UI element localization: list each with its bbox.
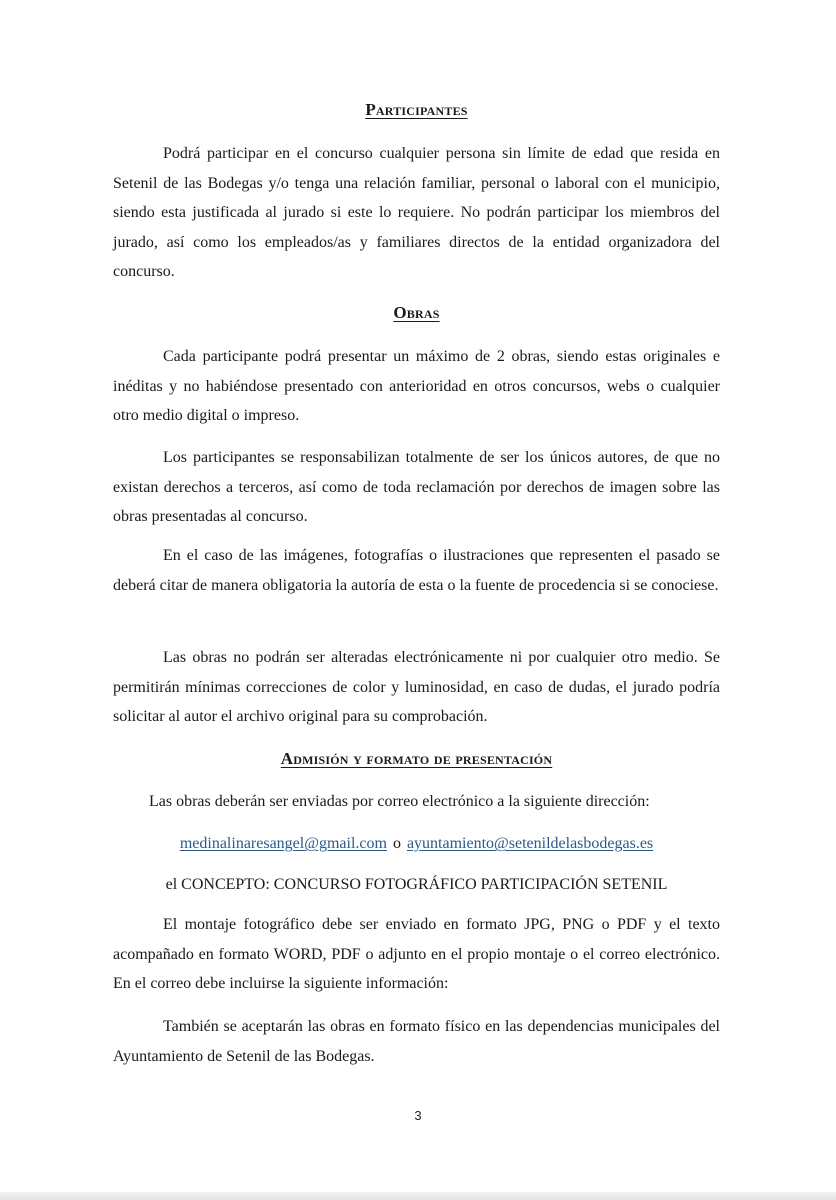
paragraph-obras-autoria: Los participantes se responsabilizan totalmente de ser los únicos autores, de que no existan derechos a terceros, así como de toda reclamación por derechos de imagen sobre las obras presentadas al concurso.: [113, 449, 720, 525]
email-link-ayuntamiento[interactable]: ayuntamiento@setenildelasbodegas.es: [406, 835, 654, 852]
email-link-medinalinares[interactable]: medinalinaresangel@gmail.com: [179, 835, 387, 852]
paragraph-obras-imagenes: En el caso de las imágenes, fotografías o ilustraciones que representen el pasado se deberá citar de manera obligatoria la autoría de esta o la fuente de procedencia si se conociese.: [113, 547, 720, 594]
paragraph-admision-fisico: También se aceptarán las obras en formato físico en las dependencias municipales del Ayuntamiento de Setenil de las Bodegas.: [113, 1018, 720, 1065]
heading-obras: Obras: [393, 303, 440, 322]
paragraph-admision-formato: El montaje fotográfico debe ser enviado en formato JPG, PNG o PDF y el texto acompañado en formato WORD, PDF o adjunto en el propio montaje o el correo electrónico. En el correo debe incluirse la siguiente información:: [113, 916, 720, 992]
heading-admision: Admisión y formato de presentación: [280, 749, 553, 768]
bottom-edge-shade: [0, 1192, 836, 1200]
paragraph-obras-alteraciones: Las obras no podrán ser alteradas electrónicamente ni por cualquier otro medio. Se permitirán mínimas correcciones de color y luminosidad, en caso de dudas, el jurado podría solicitar al autor el archivo original para su comprobación.: [113, 649, 720, 725]
page-number: 3: [414, 1108, 422, 1123]
heading-participantes: Participantes: [365, 100, 468, 119]
paragraph-admision-envio: Las obras deberán ser enviadas por correo electrónico a la siguiente dirección:: [149, 793, 650, 810]
email-separator: o: [392, 835, 401, 852]
paragraph-obras-originales: Cada participante podrá presentar un máximo de 2 obras, siendo estas originales e inéditas y no habiéndose presentado con anterioridad en otros concursos, webs o cualquier otro medio digital o impreso.: [113, 348, 720, 424]
concept-line: el CONCEPTO: CONCURSO FOTOGRÁFICO PARTICIPACIÓN SETENIL: [165, 876, 668, 893]
paragraph-participantes: Podrá participar en el concurso cualquier persona sin límite de edad que resida en Setenil de las Bodegas y/o tenga una relación familiar, personal o laboral con el municipio, siendo esta justificada al jurado si este lo requiere. No podrán participar los miembros del jurado, así como los empleados/as y familiares directos de la entidad organizadora del concurso.: [113, 145, 720, 280]
email-addresses: [113, 833, 720, 855]
